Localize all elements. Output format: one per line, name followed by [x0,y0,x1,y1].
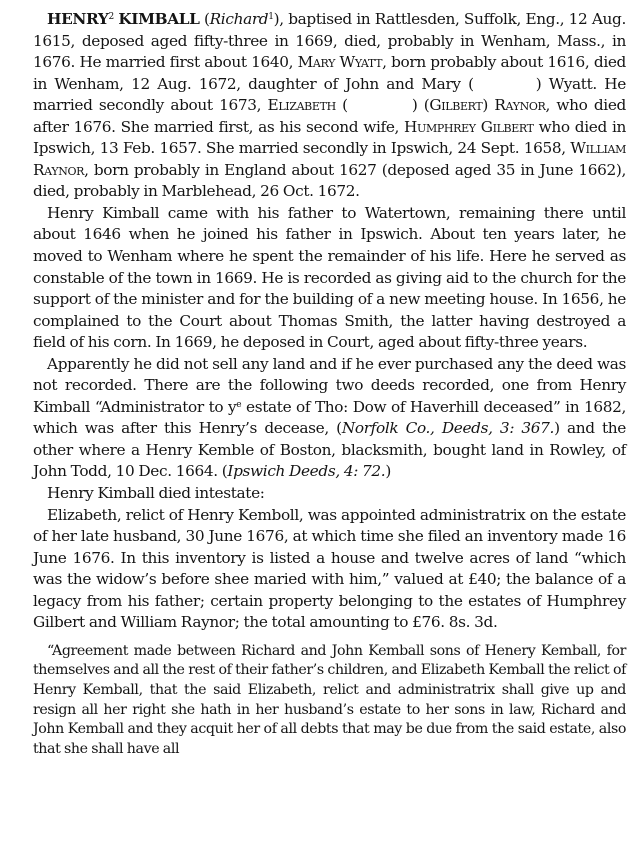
father-generation: 1 [268,12,274,22]
text-run: , baptised in Rattlesden, Suffolk, Eng., 12 Aug. 1615, deposed aged fifty-three in 1669, died, probably in Wenham, Mass., in 1676. He married first about 1640, [33,10,626,72]
text-run: who died in Ipswich, 13 Feb. 1657. She married secondly in Ipswich, 24 Sept. 1658, [33,117,626,158]
text-run: , born probably about 1616, died in Wenham, 12 Aug. 1672, daughter of John and Mary ( [33,53,627,93]
text-run: ) Wyatt. He married secondly about 1673, [33,74,626,115]
generation-number: 2 [108,12,114,22]
text-run: , born probably in England about 1627 (deposed aged 35 in June 1662), died, probably in Marblehead, 26 Oct. 1672. [33,160,626,201]
text-run: estate of Tho: Dow of Haverhill deceased” in 1682, which was after this Henry’s decease, ( [33,397,626,438]
entry-surname: KIMBALL [118,10,200,28]
superscript: e [236,399,242,410]
spouse-name: Gilbert [429,96,483,115]
citation: Ipswich Deeds, 4: 72. [227,462,386,481]
person-name: William Raynor [33,139,626,179]
spouse-name: Mary Wyatt [297,53,383,72]
genealogy-page [33,9,626,759]
agreement-quote: “Agreement made between Richard and John Kemball sons of Henery Kemball, for themselves and all the rest of their father’s children, and Elizabeth Kemball the relict of Henry Kemball, that the said Elizabeth, relict and administratrix shall give up and resign all her right she hath in her husband’s estate to her sons in law, Richard and John Kemball and they acquit her of all debts that may be due from the said estate, also that she shall have all [33,642,626,757]
biography-paragraph: Henry Kimball came with his father to Watertown, remaining there until about 1646 when he joined his father in Ipswich. About ten years later, he moved to Wenham where he spent the remainder of his life. Here he served as constable of the town in 1669. He is recorded as giving aid to the church for the support of the minister and for the building of a new meeting house. In 1656, he complained to the Court about Thomas Smith, the latter having destroyed a field of his corn. In 1669, he deposed in Court, aged about fifty-three years. [33,203,626,352]
text-run: ) [482,96,495,115]
text-run: ) ( [411,96,430,115]
father-name: Richard [209,10,269,28]
spouse-name: Elizabeth [267,96,336,115]
text-run: , who died after 1676. She married first, as his second wife, [33,96,626,136]
text-run: ) and the other where a Henry Kemble of Boston, blacksmith, bought land in Rowley, of John Todd, 10 Dec. 1664. ( [33,419,627,481]
deeds-paragraph [33,354,626,483]
text-run: Apparently he did not sell any land and if he ever purchased any the deed was not recorded. There are the following two deeds recorded, one from Henry Kimball “Administrator to y [33,354,626,416]
entry-paragraph-henry-kimball: HENRY$^2$ KIMBALL (Richard$^1$), baptised in Rattlesden, Suffolk, Eng., 12 Aug. 1615, deposed aged fifty-three in 1669, died, probably in Wenham, Mass., in 1676. He married first about 1640, Mary Wyatt, born probably about 1616, died in Wenham, 12 Aug. 1672, daughter of John and Mary ( ) Wyatt. He married secondly about 1673, Elizabeth ( ) (Gilbert) Raynor, who died after 1676. She married first, as his second wife, Humphrey Gilbert who died in Ipswich, 13 Feb. 1657. She married secondly in Ipswich, 24 Sept. 1658, William Raynor, born probably in England about 1627 (deposed aged 35 in June 1662), died, probably in Marblehead, 26 Oct. 1672. [33,10,627,201]
text-run: ) [385,462,391,481]
spouse-name: Raynor [494,96,546,115]
text-run: ( [335,96,348,115]
administration-paragraph: Elizabeth, relict of Henry Kemboll, was appointed administratrix on the estate of her late husband, 30 June 1676, at which time she filed an inventory made 16 June 1676. In this inventory is listed a house and twelve acres of land “which was the widow’s before shee maried with him,” valued at £40; the balance of a legacy from his father; certain property belonging to the estates of Humphrey Gilbert and William Raynor; the total amounting to £76. 8s. 3d. [33,505,626,632]
entry-name: HENRY [47,10,109,28]
person-name: Humphrey Gilbert [404,117,534,136]
citation: Norfolk Co., Deeds, 3: 367. [341,419,555,438]
intestate-line: Henry Kimball died intestate: [47,484,265,503]
